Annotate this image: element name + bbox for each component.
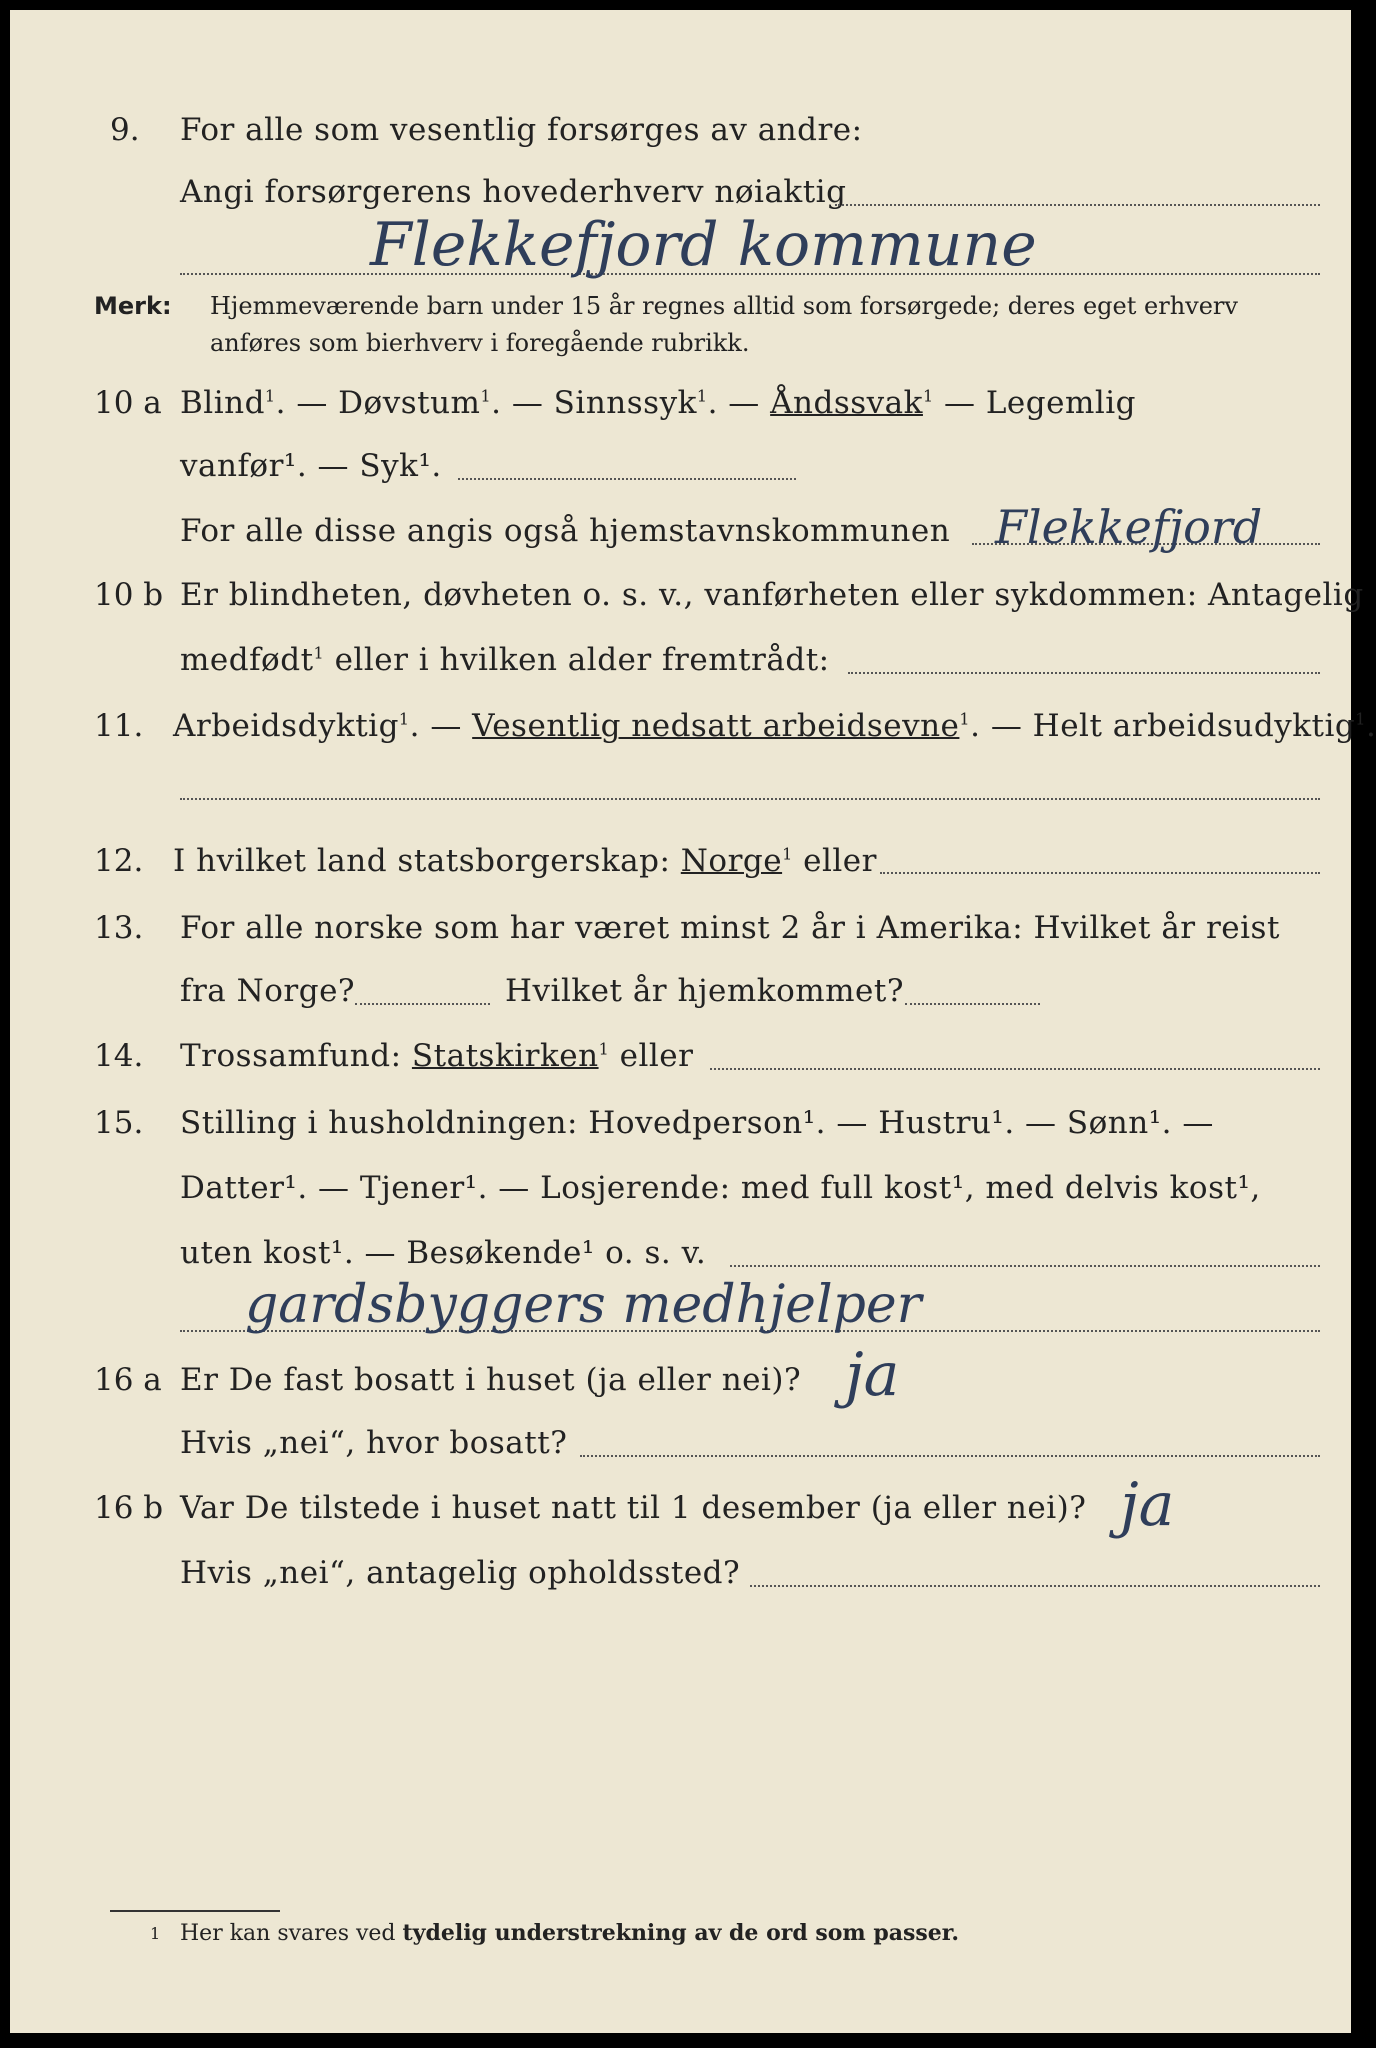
q13-line1: For alle norske som har været minst 2 år i Amerika: Hvilket år reist bbox=[180, 910, 1280, 946]
q16a-handwritten-answer: ja bbox=[845, 1340, 900, 1410]
q12-dotted-line bbox=[880, 872, 1320, 874]
option-norge-underlined: Norge bbox=[680, 843, 783, 879]
q12-number: 12. bbox=[94, 843, 144, 879]
q13-year-left-line bbox=[355, 1003, 490, 1005]
option-arbeidsdyktig: Arbeidsdyktig bbox=[173, 708, 399, 744]
q15-handwritten-answer: gardsbyggers medhjelper bbox=[245, 1275, 922, 1335]
q12-eller: eller bbox=[792, 843, 877, 879]
q13-number: 13. bbox=[94, 910, 144, 946]
separator: . — bbox=[409, 708, 473, 744]
q16b-handwritten-answer: ja bbox=[1120, 1470, 1175, 1540]
option-legemlig: — Legemlig bbox=[933, 385, 1137, 421]
option-nedsatt-underlined: Vesentlig nedsatt arbeidsevne bbox=[472, 708, 960, 744]
q10a-line3: For alle disse angis også hjemstavnskommunen bbox=[180, 513, 951, 549]
merk-label: Merk: bbox=[94, 292, 172, 320]
q10b-line1: Er blindheten, døvheten o. s. v., vanførheten eller sykdommen: Antagelig bbox=[180, 577, 1364, 613]
q15-line3: uten kost¹. — Besøkende¹ o. s. v. bbox=[180, 1235, 707, 1271]
footnote-text-a: Her kan svares ved bbox=[180, 1921, 403, 1946]
q16a-dotted-line bbox=[580, 1455, 1320, 1457]
q16a-number: 16 a bbox=[94, 1362, 162, 1398]
footnote-mark: 1 bbox=[398, 709, 410, 729]
footnote-mark: 1 bbox=[1355, 709, 1366, 729]
footnote-mark: 1 bbox=[264, 386, 276, 406]
q10b-number: 10 b bbox=[94, 577, 164, 613]
option-andssvak-underlined: Åndssvak bbox=[770, 385, 923, 421]
q15-dotted-line bbox=[730, 1265, 1320, 1267]
option-blind: Blind bbox=[180, 385, 265, 421]
q10b-alder: eller i hvilken alder fremtrådt: bbox=[324, 642, 830, 678]
footnote-mark: 1 bbox=[598, 1039, 610, 1059]
q14-dotted-line bbox=[710, 1068, 1320, 1070]
q10a-number: 10 a bbox=[94, 385, 162, 421]
q13-line2a: fra Norge? bbox=[180, 973, 356, 1009]
footnote-rule bbox=[110, 1910, 280, 1912]
q14-number: 14. bbox=[94, 1038, 144, 1074]
q10a-dotted-line bbox=[458, 478, 796, 480]
q13-line2b: Hvilket år hjemkommet? bbox=[505, 973, 904, 1009]
q16b-line2: Hvis „nei“, antagelig opholdssted? bbox=[180, 1555, 741, 1591]
q16b-line1: Var De tilstede i huset natt til 1 desember (ja eller nei)? bbox=[180, 1490, 1087, 1526]
merk-line1: Hjemmeværende barn under 15 år regnes alltid som forsørgede; deres eget erhverv bbox=[210, 292, 1238, 320]
q10a-handwritten-municipality: Flekkefjord bbox=[995, 500, 1263, 554]
period: . bbox=[1365, 708, 1376, 744]
footnote-mark: 1 bbox=[922, 386, 934, 406]
option-sinnssyk: . — Sinnssyk bbox=[491, 385, 697, 421]
q14-label: Trossamfund: bbox=[180, 1038, 412, 1074]
q16a-line2: Hvis „nei“, hvor bosatt? bbox=[180, 1425, 568, 1461]
footnote-mark: 1 bbox=[150, 1924, 161, 1943]
footnote-text-b: tydelig understrekning av de ord som passer. bbox=[402, 1920, 960, 1946]
footnote-mark: 1 bbox=[696, 386, 708, 406]
q14-line bbox=[180, 1038, 693, 1074]
census-form-page bbox=[10, 10, 1376, 2033]
option-medfodt: medfødt bbox=[180, 642, 314, 678]
q10b-line2 bbox=[180, 642, 830, 678]
q9-line1: For alle som vesentlig forsørges av andre: bbox=[180, 112, 863, 148]
footnote-mark: 1 bbox=[782, 844, 793, 864]
q16b-dotted-line bbox=[750, 1585, 1320, 1587]
q9-number: 9. bbox=[110, 112, 140, 148]
merk-line2: anføres som bierhverv i foregående rubrikk. bbox=[210, 329, 750, 357]
option-dovstum: . — Døvstum bbox=[275, 385, 481, 421]
footnote-mark: 1 bbox=[480, 386, 492, 406]
q16b-number: 16 b bbox=[94, 1490, 164, 1526]
q15-number: 15. bbox=[94, 1105, 144, 1141]
q10b-dotted-line bbox=[848, 672, 1320, 674]
q9-line2: Angi forsørgerens hovederhverv nøiaktig bbox=[180, 174, 847, 210]
q10a-line1 bbox=[180, 385, 1136, 421]
footnote-text bbox=[180, 1920, 959, 1946]
footnote-mark: 1 bbox=[313, 643, 325, 663]
q10a-line2: vanfør¹. — Syk¹. bbox=[180, 448, 442, 484]
q11-number: 11. bbox=[94, 708, 144, 744]
q15-line2: Datter¹. — Tjener¹. — Losjerende: med full kost¹, med delvis kost¹, bbox=[180, 1170, 1261, 1206]
q12-label: I hvilket land statsborgerskap: bbox=[173, 843, 681, 879]
footnote-mark: 1 bbox=[959, 709, 971, 729]
q11-dotted-line bbox=[180, 798, 1320, 800]
q15-line1: Stilling i husholdningen: Hovedperson¹. — Hustru¹. — Sønn¹. — bbox=[180, 1105, 1214, 1141]
q13-year-back-line bbox=[905, 1003, 1040, 1005]
q16a-line1: Er De fast bosatt i huset (ja eller nei)? bbox=[180, 1362, 802, 1398]
option-statskirken-underlined: Statskirken bbox=[411, 1038, 599, 1074]
q11-line bbox=[173, 708, 1376, 744]
q14-eller: eller bbox=[609, 1038, 694, 1074]
q9-handwritten-answer: Flekkefjord kommune bbox=[370, 210, 1037, 280]
q9-dotted-line bbox=[835, 204, 1320, 206]
separator: . — bbox=[707, 385, 771, 421]
q12-line bbox=[173, 843, 877, 879]
option-udyktig: . — Helt arbeidsudyktig bbox=[970, 708, 1356, 744]
